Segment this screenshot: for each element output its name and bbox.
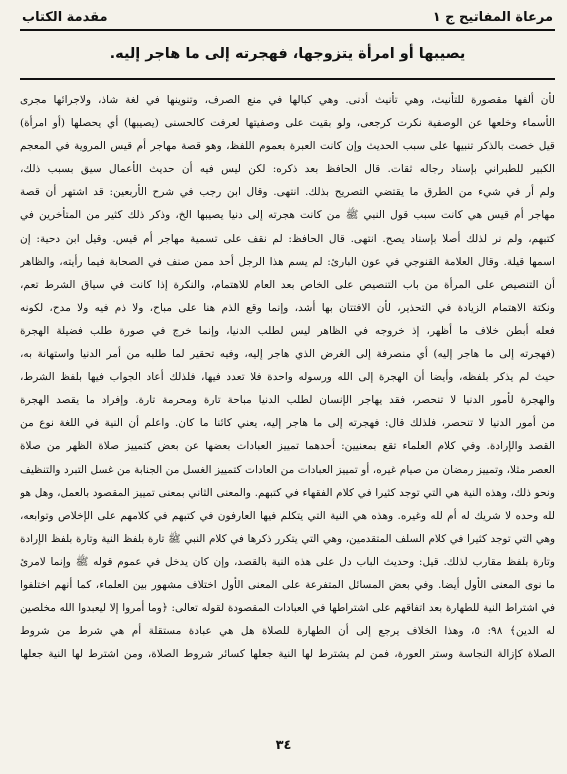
- text-line: ما نوى المعنى الأول أيضا. وفي بعض المسائل المتفرعة على المعنى الأول اختلاف مشهور بين العلماء، كما أنهم اختلفوا: [20, 578, 555, 591]
- text-line: فعله أبطن خلاف ما أظهر، إذ خروجه في الظاهر ليس لطلب الدنيا، وإنما خرج في صورة طلب فضيلة الهجرة: [20, 324, 555, 337]
- chapter-title: مقدمة الكتاب: [22, 9, 108, 25]
- book-title: مرعاة المفاتيح ج ١: [432, 9, 553, 25]
- text-line: العصر مثلا، وتمييز رمضان من صيام غيره، أو تمييز العبادات من العادات كتمييز الغسل من الجنابة من غسل التبرد والتنظيف: [20, 463, 555, 476]
- header-divider: [20, 29, 555, 31]
- text-line: وتارة بلفظ مقارب لذلك. قيل: وحديث الباب دل على هذه النية بالقصد، وإن كان يدخل في عموم قوله ﷺ وإنما لامرئ: [20, 555, 555, 568]
- text-line: (فهجرته إلى ما هاجر إليه) أي منصرفة إلى الغرض الذي هاجر إليه، وفيه تحقير لما طلبه من أمر الدنيا واستهانة به،: [20, 348, 555, 361]
- text-line: كتبهم، ولم نر لذلك أصلا بإسناد يصح. انتهى. قال الحافظ: لم نقف على تسمية مهاجر أم قيس. وقيل ابن دحية: إن: [20, 232, 555, 245]
- hadith-text: يصيبها أو امرأة يتزوجها، فهجرته إلى ما هاجر إليه.: [109, 46, 466, 62]
- text-line: الصلاة كإزالة النجاسة وستر العورة، فمن لم يشترط لها النية جعلها كسائر شروط الصلاة، ومن اشترط لها النية جعلها: [20, 648, 555, 661]
- text-line: وهي التي توجد كثيرا في كلام السلف المتقدمين، وهي التي يتكرر ذكرها في كلام النبي ﷺ تارة بلفظ النية وتارة بلفظ الإرادة: [20, 532, 555, 545]
- text-line: الأسماء وخلعها عن الوصفية نكرت كرجعى، ولو بقيت على وصفيتها لعرفت كالحسنى (يصيبها) أي يحصلها (أو امرأة): [20, 117, 555, 130]
- text-line: القصد والإرادة. وفي كلام العلماء تقع بمعنيين: أحدهما تمييز العبادات بعضها عن بعض كتمييز صلاة الظهر من صلاة: [20, 440, 555, 453]
- text-line: ولم أر في شيء من الطرق ما يقتضي التصريح بذلك. انتهى. وقال ابن رجب في شرح الأربعين: قد اشتهر أن قصة: [20, 186, 555, 199]
- commentary-body: [20, 89, 555, 666]
- text-line: ونحو ذلك، وهذه النية هي التي توجد كثيرا في كلام الفقهاء في كتبهم. والمعنى الثاني بمعنى تمييز المقصود بالعمل، وهل هو: [20, 486, 555, 499]
- text-line: أن التنصيص على المرأة من باب التنصيص على الخاص بعد العام للاهتمام، والنكرة إذا كانت في سياق الشرط تعم،: [20, 278, 555, 291]
- text-line: اسمها قيلة. وقال العلامة القنوجي في عون البارئ: لم يسم هذا الرجل أحد ممن صنف في الصحابة فيما رأيته، والظاهر: [20, 255, 555, 268]
- text-line: الكبير للطبراني بإسناد رجاله ثقات. قال الحافظ بعد ذكره: لكن ليس فيه أن حديث الأعمال سيق بسبب ذلك،: [20, 163, 555, 176]
- text-line: والهجرة لأمور الدنيا لا تنحصر، فقد يهاجر الإنسان لطلب الدنيا مباحة تارة ومحرمة تارة. وإفراد ما يقصد الهجرة: [20, 394, 555, 407]
- text-line: مهاجر أم قيس هي كانت سبب قول النبي ﷺ من كانت هجرته إلى دنيا يصيبها الخ، وذكر ذلك كثير من المتأخرين في: [20, 209, 555, 222]
- text-line: حيث لم يذكر بلفظه، وأيضا أن الهجرة إلى الله ورسوله واحدة فلا تعدد فيها، فلذلك أعاد الجواب فيها بلفظ الشرط،: [20, 371, 555, 384]
- text-line: من أمور الدنيا لا تنحصر، فلذلك قال: فهجرته إلى ما هاجر إليه، يعني كائنا ما كان. واعلم أن النية في اللغة نوع من: [20, 417, 555, 430]
- text-line: لله وحده لا شريك له أم لله وغيره. وهذه هي النية التي يتكلم فيها العارفون في كتبهم في كلامهم على الإخلاص وتوابعه،: [20, 509, 555, 522]
- text-line: له الدين﴾ ٩٨: ٥، وهذا الخلاف يرجع إلى أن الطهارة للصلاة هل هي عبادة مستقلة أم هي شرط من شروط: [20, 625, 555, 638]
- text-line: لأن ألفها مقصورة للتأنيث، وهي تأنيث أدنى. وهي كبالها في منع الصرف، وتنوينها في لغة شاذ، ولاجرائها مجرى: [20, 94, 555, 106]
- running-header: [22, 6, 553, 28]
- hadith-divider: [20, 78, 555, 80]
- text-line: قيل خصت بالذكر تنبيها على سبب الحديث وإن كانت العبرة بعموم اللفظ، وهو قصة مهاجر أم قيس المروية في المعجم: [20, 140, 555, 153]
- page-number: ٣٤: [275, 738, 292, 753]
- text-line: في اشتراط النية للطهارة بعد اتفاقهم على اشتراطها في العبادات المقصودة لقوله تعالى: ﴿وما أمروا إلا ليعبدوا الله مخلصين: [20, 602, 555, 615]
- text-line: ونكتة الاهتمام الزيادة في التحذير، لأن الافتتان بها أشد، وإنما وقع الذم هنا على مباح، ولا ذم فيه ولا مدح، لكونه: [20, 301, 555, 314]
